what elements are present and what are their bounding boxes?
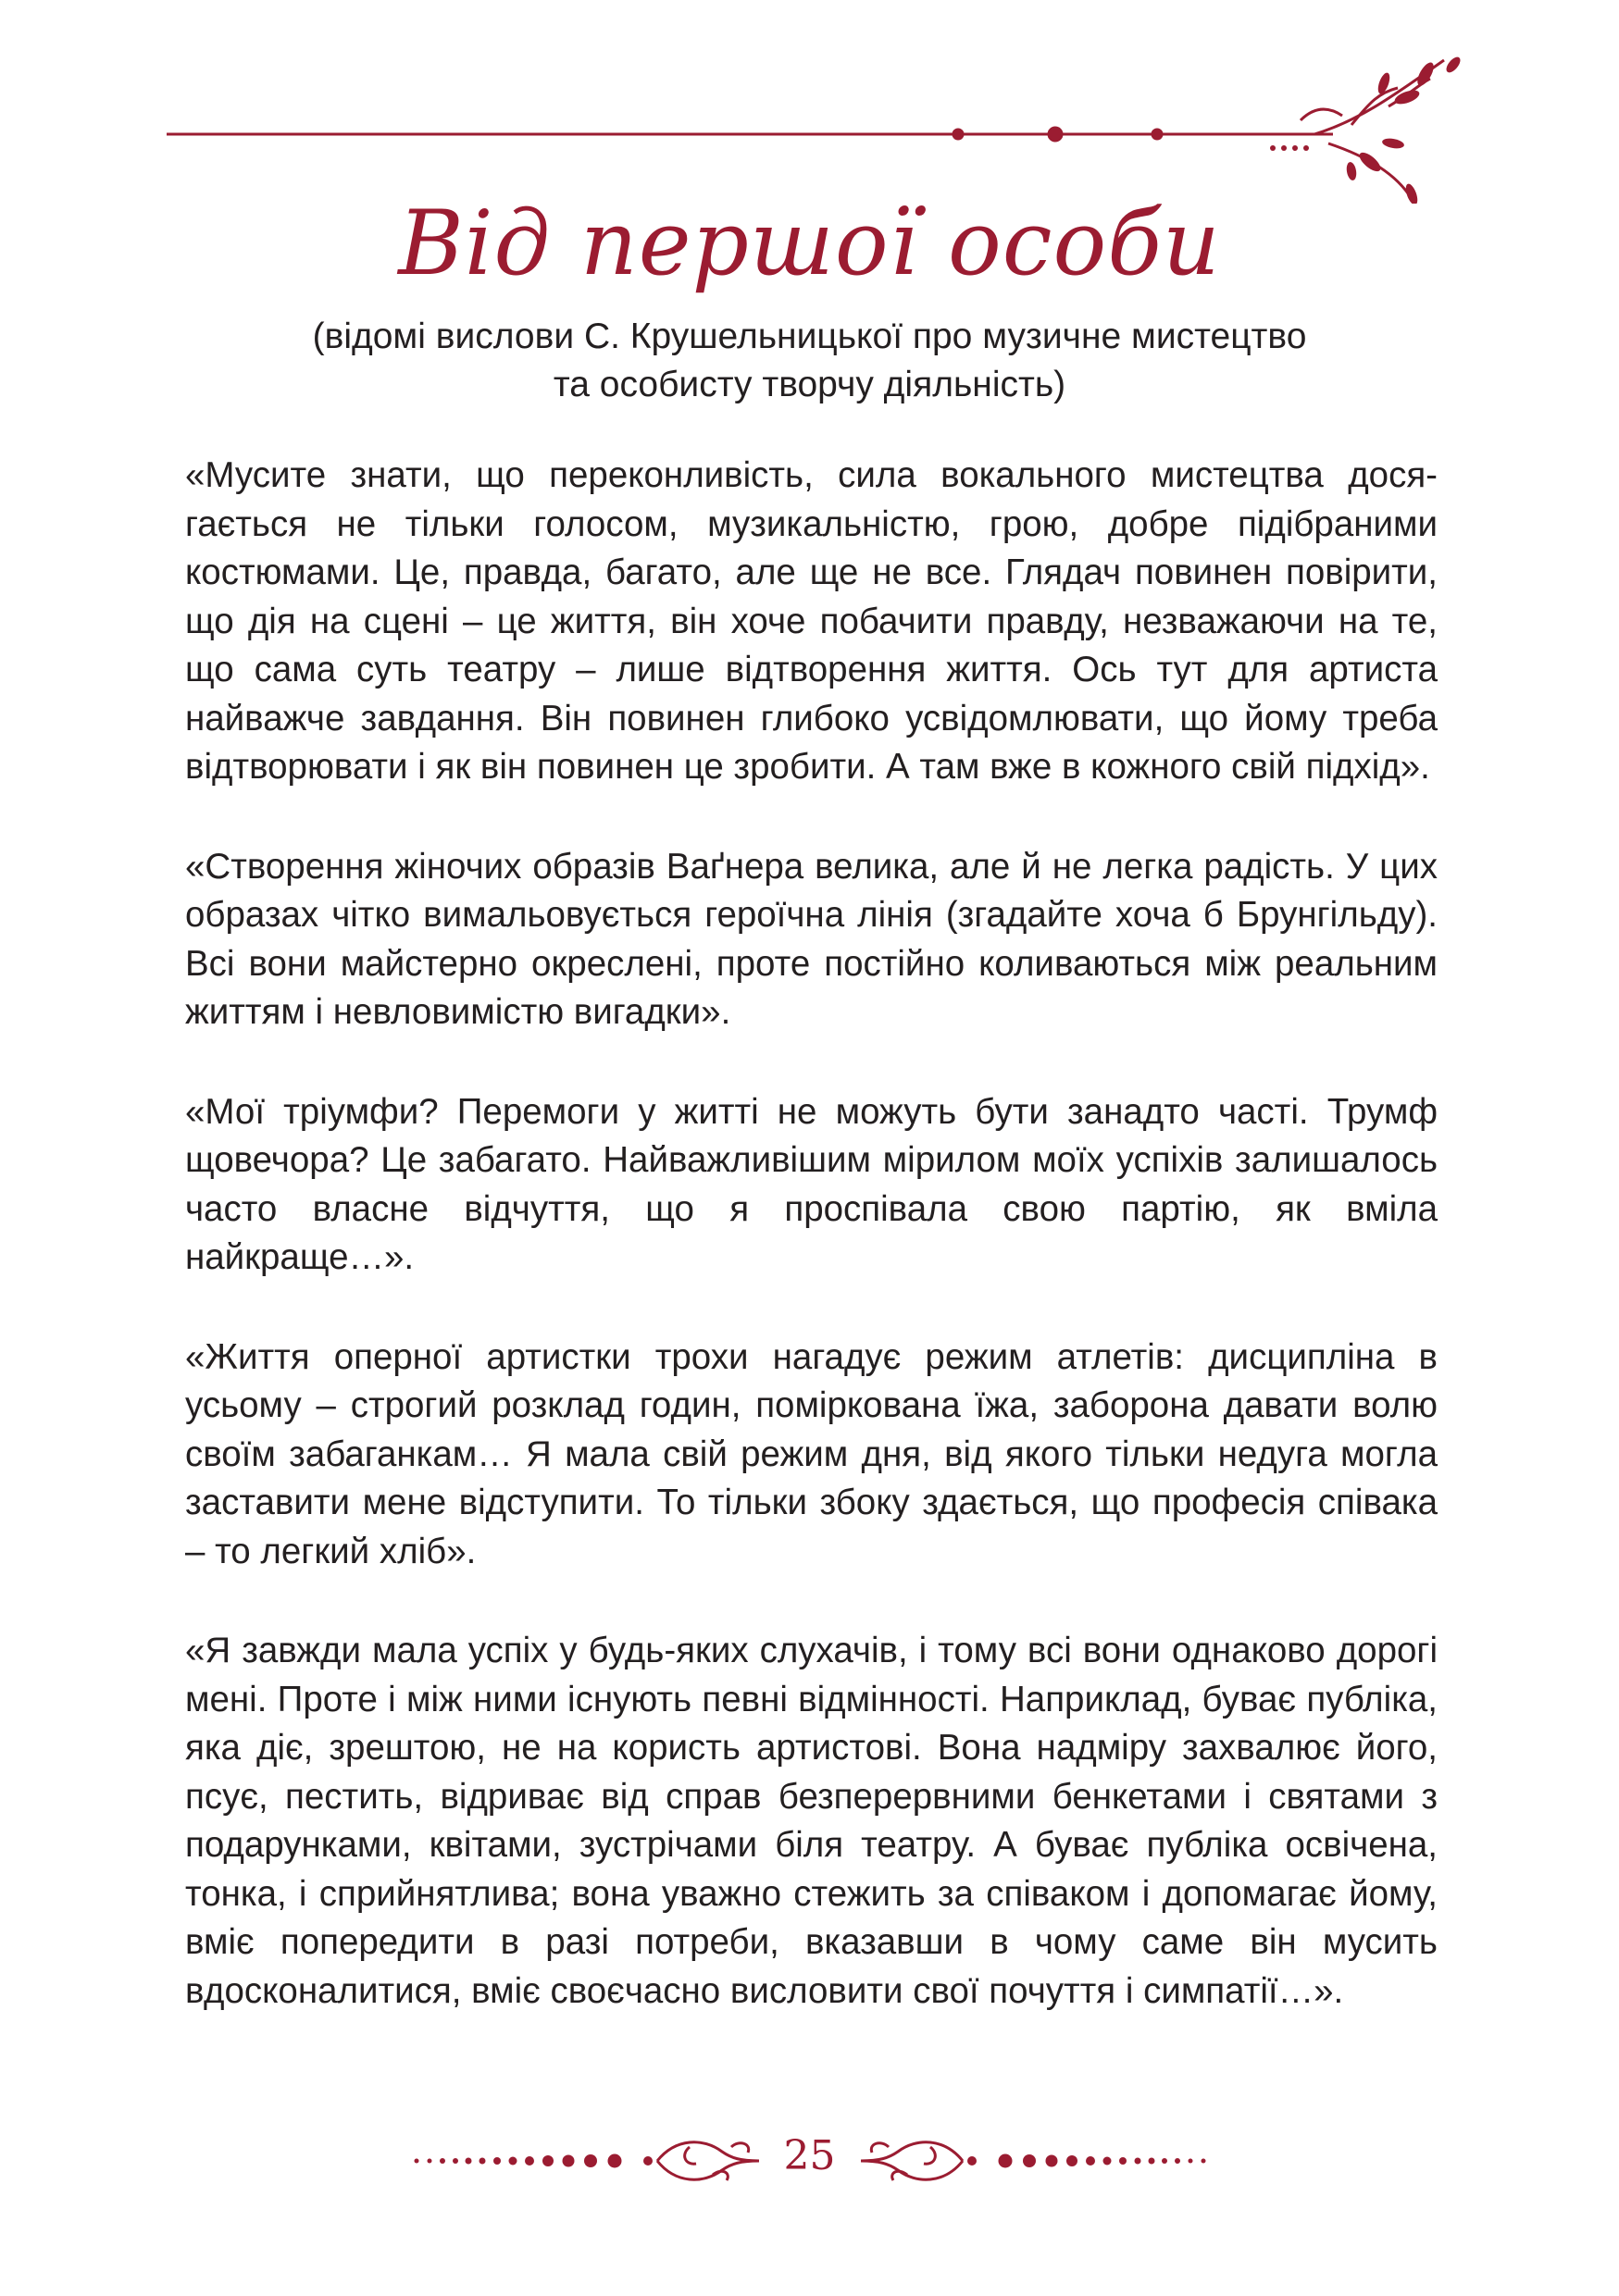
page-title: Від першої особи xyxy=(398,192,1221,295)
subtitle-line-1: (відомі вислови С. Крушельницької про музичне мистецтво xyxy=(312,316,1307,356)
quotes-body xyxy=(185,452,1438,2066)
quote-paragraph-1: «Мусите знати, що переконливість, сила вокального мистецтва досягається не тільки голосом, музикальністю, грою, добре підібраними костюмами. Це, правда, багато, але ще не все. Глядач повинен повірити, що дія на сцені – це життя, він хоче побачити правду, незважаючи на те, що сама суть театру – лише відтворення життя. Ось тут для артиста найважче завдання. Він повинен глибоко усвідомлювати, що йому треба відтворювати і як він повинен це зробити. А там вже в кожного свій підхід». xyxy=(185,455,1438,787)
quote-paragraph-2: «Створення жіночих образів Ваґнера велика, але й не легка радість. У цих образах чітко вимальовується героїчна лінія (згадайте хоча б Брунгільду). Всі вони майстерно окреслені, проте постійно коливаються між реальним життям і невловимістю вигадки». xyxy=(185,846,1438,1032)
page-number: 25 xyxy=(783,2132,836,2179)
quote-paragraph-3: «Мої тріумфи? Перемоги у житті не можуть бути занадто часті. Трумф щовечора? Це забагато. Найважливішим мірилом моїх успіхів залишалось часто власне відчуття, що я проспівала свою партію, як вміла найкраще…». xyxy=(185,1091,1438,1277)
subtitle-line-2: та особисту творчу діяльність) xyxy=(553,365,1066,404)
quote-paragraph-5: «Я завжди мала успіх у будь-яких слухачів, і тому всі вони однаково дорогі мені. Проте і між ними існують певні відмінності. Наприклад, буває публіка, яка діє, зрештою, не на користь артистові. Вона надміру захвалює його, псує, пестить, відриває від справ безперервними бенкетами і святами з подарунками, квітами, зустрічами біля театру. А буває публіка освічена, тонка, і сприйнятлива; вона уважно стежить за співаком і допомагає йому, вміє попередити в разі потреби, вказавши в чому саме він мусить вдосконалитися, вміє своєчасно висловити свої почуття і симпатії…». xyxy=(185,1631,1438,2011)
page-subtitle xyxy=(0,313,1619,409)
top-ornament-rule xyxy=(167,56,1481,204)
quote-paragraph-4: «Життя оперної артистки трохи нагадує режим атлетів: дисципліна в усьому – строгий розклад годин, поміркована їжа, заборона давати волю своїм забаганкам… Я мала свій режим дня, від якого тільки недуга могла заставити мене відступити. То тільки збоку здається, що професія співака – то легкий хліб». xyxy=(185,1336,1438,1571)
